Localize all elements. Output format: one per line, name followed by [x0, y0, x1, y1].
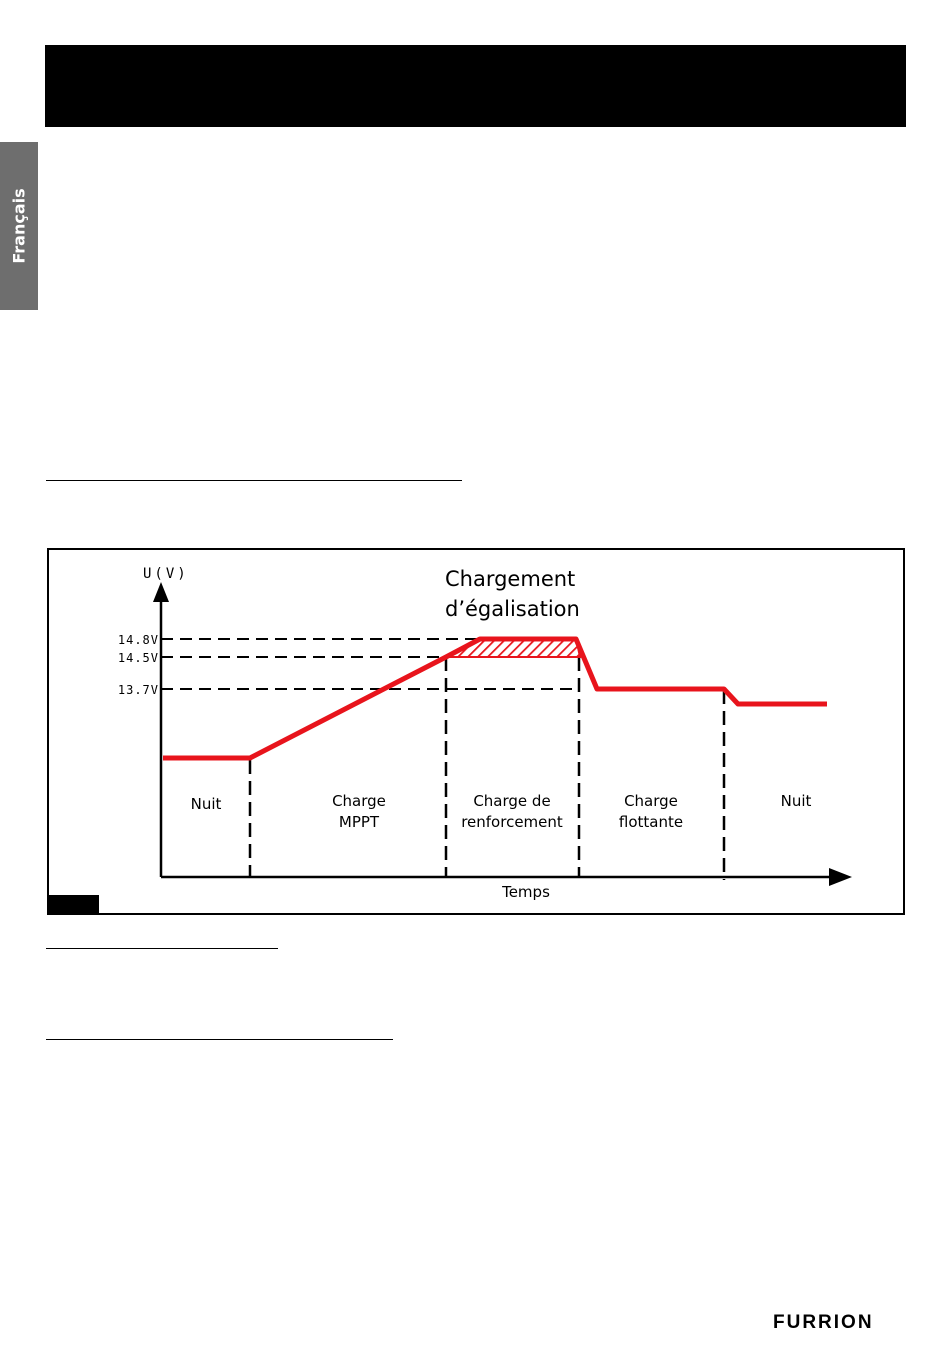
chart-svg	[49, 550, 903, 913]
phase-label-float-line-2: flottante	[618, 813, 684, 831]
charging-chart	[47, 548, 905, 915]
x-axis-arrow	[829, 868, 852, 886]
phase-label-boost-line-1: Charge de	[473, 792, 551, 810]
tick-label-13-7v: 13.7V	[117, 683, 159, 697]
section-heading-underline-2	[46, 948, 278, 949]
figure-corner-tab	[49, 895, 99, 913]
phase-label-night-2: Nuit	[780, 792, 812, 810]
section-heading-underline	[46, 480, 462, 481]
chart-title-line-2: d’égalisation	[445, 597, 580, 621]
phase-label-mppt-line-2: MPPT	[338, 813, 380, 831]
phase-label-boost-line-2: renforcement	[461, 813, 563, 831]
furrion-logo	[773, 1310, 903, 1332]
chart-title-line-1: Chargement	[445, 567, 576, 591]
phase-label-mppt-line-1: Charge	[332, 792, 386, 810]
section-heading-underline-3	[46, 1039, 393, 1040]
page-header-bar	[45, 45, 906, 127]
phase-label-float-line-1: Charge	[624, 792, 678, 810]
y-axis-label: U(V)	[143, 566, 189, 582]
language-tab[interactable]	[0, 142, 38, 310]
tick-label-14-8v: 14.8V	[117, 633, 159, 647]
tick-label-14-5v: 14.5V	[117, 651, 159, 665]
x-axis-label: Temps	[502, 883, 550, 901]
phase-label-night-1: Nuit	[190, 795, 222, 813]
y-axis-arrow	[153, 582, 169, 602]
furrion-logo-text: FURRION	[773, 1312, 874, 1332]
language-tab-label: Français	[9, 188, 29, 264]
